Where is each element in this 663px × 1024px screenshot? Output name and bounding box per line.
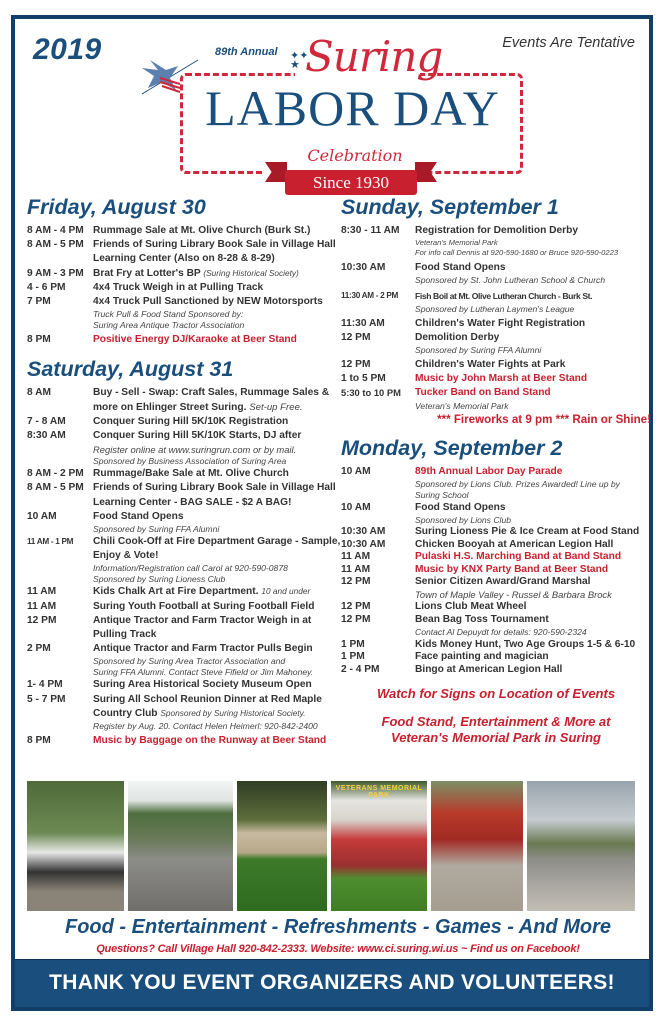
event-row: 8 AM - 5 PM Friends of Suring Library Book Sale in Village Hall Learning Center (Also on 8-28 & 8-29) xyxy=(27,239,336,265)
event-row: 12 PM Demolition Derby Sponsored by Suring FFA Alumni xyxy=(341,331,542,356)
event-row: 8 AM - 4 PM Rummage Sale at Mt. Olive Church (Burk St.) xyxy=(27,225,311,236)
event-row: 10:30 AM Suring Lioness Pie & Ice Cream at Food Stand xyxy=(341,526,640,538)
town-script: Suring xyxy=(305,32,443,81)
event-row: 12 PM Lions Club Meat Wheel xyxy=(341,601,527,613)
event-row-highlight: 1 to 5 PM Music by John Marsh at Beer Stand xyxy=(341,373,588,385)
event-row: 9 AM - 3 PM Brat Fry at Lotter's BP (Suring Historical Society) xyxy=(27,267,299,279)
event-row: 12 PM Antique Tractor and Farm Tractor Weigh in at Pulling Track xyxy=(27,614,312,641)
food-stand-notice: Food Stand, Entertainment & More at Veteran's Memorial Park in Suring xyxy=(381,714,611,746)
right-column xyxy=(341,195,651,746)
fireworks-notice: *** Fireworks at 9 pm *** Rain or Shine! xyxy=(437,412,651,426)
event-row: 8 AM - 5 PM Friends of Suring Library Book Sale in Village Hall Learning Center - BAG SALE - $2 A BAG! xyxy=(27,482,336,508)
event-row: 4 - 6 PM 4x4 Truck Weigh in at Pulling Track xyxy=(27,281,264,293)
event-row: 7 PM 4x4 Truck Pull Sanctioned by NEW Motorsports Truck Pull & Food Stand Sponsored by: Suring Area Antique Tractor Association xyxy=(27,296,323,331)
event-row: 8:30 - 11 AM Registration for Demolition Derby Veteran's Memorial Park For info call Dennis at 920-590-1680 or Bruce 920-590-0223 xyxy=(341,225,619,258)
event-row: 10 AM Food Stand Opens Sponsored by Lions Club xyxy=(341,501,512,526)
photo-caption: VETERANS MEMORIAL PARK xyxy=(335,785,423,799)
photo-fire-truck xyxy=(431,781,523,911)
event-row-highlight: 11 AM Music by KNX Party Band at Beer Stand xyxy=(341,563,609,575)
photo-parade xyxy=(27,781,124,911)
since-ribbon: Since 1930 xyxy=(285,170,417,195)
photo-firefighter xyxy=(237,781,327,911)
event-row: 11:30 AM Children's Water Fight Registration xyxy=(341,317,586,329)
photo-run xyxy=(128,781,233,911)
event-row: 11:30 AM - 2 PM Fish Boil at Mt. Olive Lutheran Church - Burk St. xyxy=(341,291,593,302)
annual-label: 89th Annual xyxy=(215,46,278,58)
event-row-highlight: 8 PM Music by Baggage on the Runway at Beer Stand xyxy=(27,735,327,747)
event-row-highlight: 5:30 to 10 PM Tucker Band on Band Stand Veteran's Memorial Park xyxy=(341,387,551,411)
day-title-sunday: Sunday, September 1 xyxy=(341,195,559,219)
event-row: 1 PM Kids Money Hunt, Two Age Groups 1-5 & 6-10 xyxy=(341,638,636,650)
event-row: 10:30 AM Chicken Booyah at American Legion Hall xyxy=(341,538,614,550)
event-row: 1 PM Face painting and magician xyxy=(341,651,549,663)
event-row: 11 AM - 1 PM Chili Cook-Off at Fire Department Garage - Sample, Enjoy & Vote! Information/Registration call Carol at 920-590-0878 Sponsored by Suring Lioness Club xyxy=(27,536,341,585)
day-title-saturday: Saturday, August 31 xyxy=(27,357,234,382)
event-row: 5 - 7 PM Suring All School Reunion Dinner at Red Maple Country Club Sponsored by Suring Historical Society. Register by Aug. 20. Contact Helen Heimerl: 920-842-2400 xyxy=(27,693,322,732)
event-row: 11 AM Kids Chalk Art at Fire Department. 10 and under xyxy=(27,586,311,598)
day-title-monday: Monday, September 2 xyxy=(341,435,563,460)
logo-title: LABOR DAY xyxy=(205,80,500,136)
event-row: Sponsored by Lutheran Laymen's League xyxy=(415,303,575,314)
day-title-friday: Friday, August 30 xyxy=(27,195,206,219)
signs-notice: Watch for Signs on Location of Events xyxy=(376,686,616,702)
left-column xyxy=(27,195,343,748)
event-row: 2 PM Antique Tractor and Farm Tractor Pulls Begin Sponsored by Suring Area Tractor Association and Suring FFA Alumni. Contact Steve Fifield or Jim Mahoney. xyxy=(27,643,314,678)
event-row: 8:30 AM Conquer Suring Hill 5K/10K Starts, DJ after Register online at www.suringrun.com or by mail. Sponsored by Business Association of Suring Area xyxy=(27,430,302,467)
event-row: 12 PM Bean Bag Toss Tournament Contact Al Depuydt for details: 920-590-2324 xyxy=(341,613,587,638)
photo-strip xyxy=(27,781,649,911)
event-row: 8 AM Buy - Sell - Swap: Craft Sales, Rummage Sales & more on Ehlinger Street Suring. Set-up Free. xyxy=(27,387,330,413)
event-row: 10:30 AM Food Stand Opens Sponsored by St. John Lutheran School & Church xyxy=(341,262,606,286)
tagline: Food - Entertainment - Refreshments - Games - And More xyxy=(65,916,611,938)
event-row: 12 PM Children's Water Fights at Park xyxy=(341,359,566,371)
photo-tractor xyxy=(527,781,635,911)
stars-icon: ✦✦ ★ xyxy=(290,50,309,71)
event-row: 7 - 8 AM Conquer Suring Hill 5K/10K Registration xyxy=(27,415,289,427)
poster-frame xyxy=(11,15,653,1011)
contact-info: Questions? Call Village Hall 920-842-2333. Website: www.ci.suring.wi.us ~ Find us on Facebook! xyxy=(96,943,580,955)
tentative-notice: Events Are Tentative xyxy=(502,35,635,51)
labor-day-logo xyxy=(135,34,535,194)
event-row-highlight: 10 AM 89th Annual Labor Day Parade Sponsored by Lions Club. Prizes Awarded! Line up by Suring School xyxy=(341,465,620,500)
event-row: 8 AM - 2 PM Rummage/Bake Sale at Mt. Olive Church xyxy=(27,468,289,480)
event-row-highlight: 11 AM Pulaski H.S. Marching Band at Band Stand xyxy=(341,551,622,563)
year-label: 2019 xyxy=(33,33,102,66)
thank-you-banner: THANK YOU EVENT ORGANIZERS AND VOLUNTEERS! xyxy=(15,959,649,1007)
event-row: 2 - 4 PM Bingo at American Legion Hall xyxy=(341,663,563,675)
event-row: 10 AM Food Stand Opens Sponsored by Suring FFA Alumni xyxy=(27,510,220,535)
photo-choir xyxy=(331,781,427,911)
event-row: 12 PM Senior Citizen Award/Grand Marshal Town of Maple Valley - Russel & Barbara Brock xyxy=(341,576,612,600)
event-row: 11 AM Suring Youth Football at Suring Football Field xyxy=(27,600,315,612)
event-row-highlight: 8 PM Positive Energy DJ/Karaoke at Beer Stand xyxy=(27,334,297,346)
event-row: 1- 4 PM Suring Area Historical Society Museum Open xyxy=(27,679,312,691)
logo-subtitle: Celebration xyxy=(307,146,403,165)
